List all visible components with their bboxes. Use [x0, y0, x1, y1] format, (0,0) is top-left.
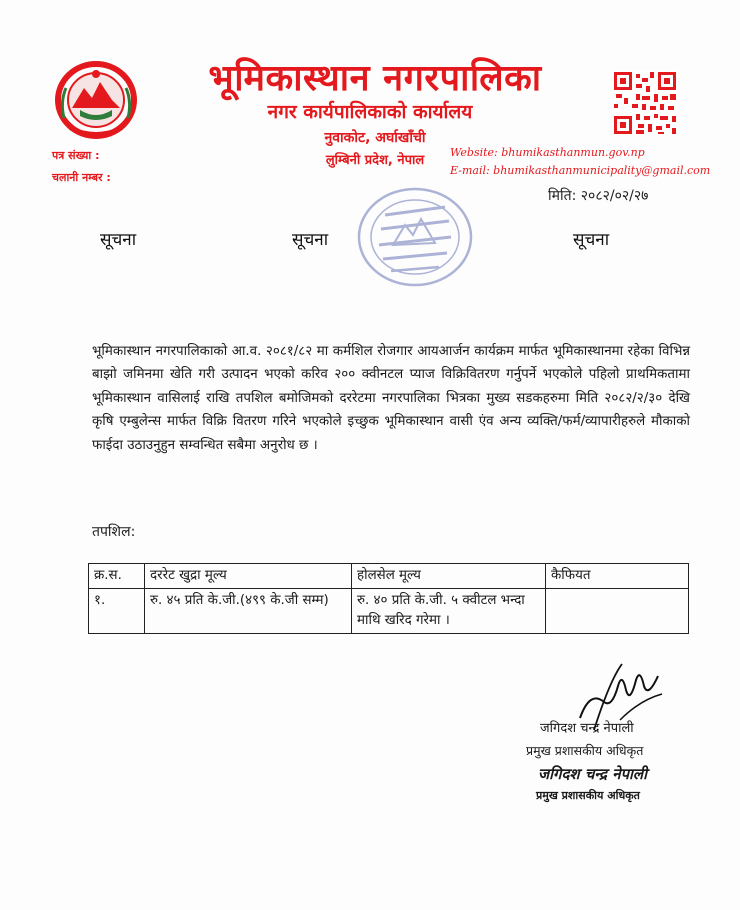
signatory-stamp-name: जगिदश चन्द्र नेपाली: [538, 765, 647, 783]
address-line-2: लुम्बिनी प्रदेश, नेपाल: [325, 153, 425, 168]
dispatch-number-label: चलानी नम्बर :: [52, 171, 111, 184]
cell-serial: १.: [89, 589, 145, 634]
notice-body-paragraph: भूमिकास्थान नगरपालिकाको आ.व. २०८१/८२ मा कर्मशिल रोजगार आयआर्जन कार्यक्रम मार्फत भूमिकास्थानमा रहेका विभिन्न बाझो जमिनमा खेति गरी उत्पादन भएको करिव २०० क्वीनटल प्याज विक्रिवितरण गर्नुपर्ने भएकोले पहिलो प्राथमिकतामा भूमिकास्थान वासिलाई राखि तपशिल बमोजिमको दररेटमा नगरपालिका भित्रका मुख्य सडकहरुमा मिति २०८२/२/३० देखि कृषि एम्बुलेन्स मार्फत विक्रि वितरण गरिने भएकोले इच्छुक भूमिकास्थान वासी एंव अन्य व्यक्ति/फर्म/व्यापारीहरुले मौकाको फाईदा उठाउनुहुन सम्वन्धित सबैमा अनुरोध छ ।: [92, 344, 690, 453]
notice-heading-left: सूचना: [100, 230, 137, 250]
address-line-1: नुवाकोट, अर्घाखाँची: [324, 130, 426, 146]
details-label: तपशिल:: [92, 524, 136, 540]
document-date: मिति: २०८२/०२/२७: [548, 188, 649, 204]
cell-wholesale-price: रु. ४० प्रति के.जी. ५ क्वीटल भन्दा माथि खरिद गरेमा ।: [352, 589, 546, 634]
municipality-title: भूमिकास्थान नगरपालिका: [208, 58, 542, 99]
signatory-stamp-post: प्रमुख प्रशासकीय अधिकृत: [536, 789, 640, 802]
cell-retail-price: रु. ४५ प्रति के.जी.(४९९ के.जी सम्म): [145, 589, 352, 634]
signatory-name: जगिदश चन्द्र नेपाली: [540, 721, 634, 736]
qr-code-icon: [612, 70, 678, 136]
office-subtitle: नगर कार्यपालिकाको कार्यालय: [267, 101, 473, 123]
signatory-post: प्रमुख प्रशासकीय अधिकृत: [526, 743, 644, 758]
nepal-emblem-icon: [50, 58, 142, 140]
email-text: E-mail: bhumikasthanmunicipality@gmail.com: [450, 164, 711, 177]
cell-remarks: [546, 589, 689, 634]
column-header-retail-price: दररेट खुद्रा मूल्य: [145, 564, 352, 589]
notice-heading-right: सूचना: [573, 230, 610, 250]
column-header-serial: क्र.स.: [89, 564, 145, 589]
table-row: [89, 589, 689, 634]
website-text: Website: bhumikasthanmun.gov.np: [450, 146, 645, 159]
notice-heading-center: सूचना: [292, 230, 329, 250]
table-header-row: [89, 564, 689, 589]
column-header-remarks: कैफियत: [546, 564, 689, 589]
column-header-wholesale-price: होलसेल मूल्य: [352, 564, 546, 589]
office-seal-icon: [355, 185, 475, 290]
rate-table: [88, 563, 689, 634]
letter-number-label: पत्र संख्या :: [52, 149, 100, 162]
